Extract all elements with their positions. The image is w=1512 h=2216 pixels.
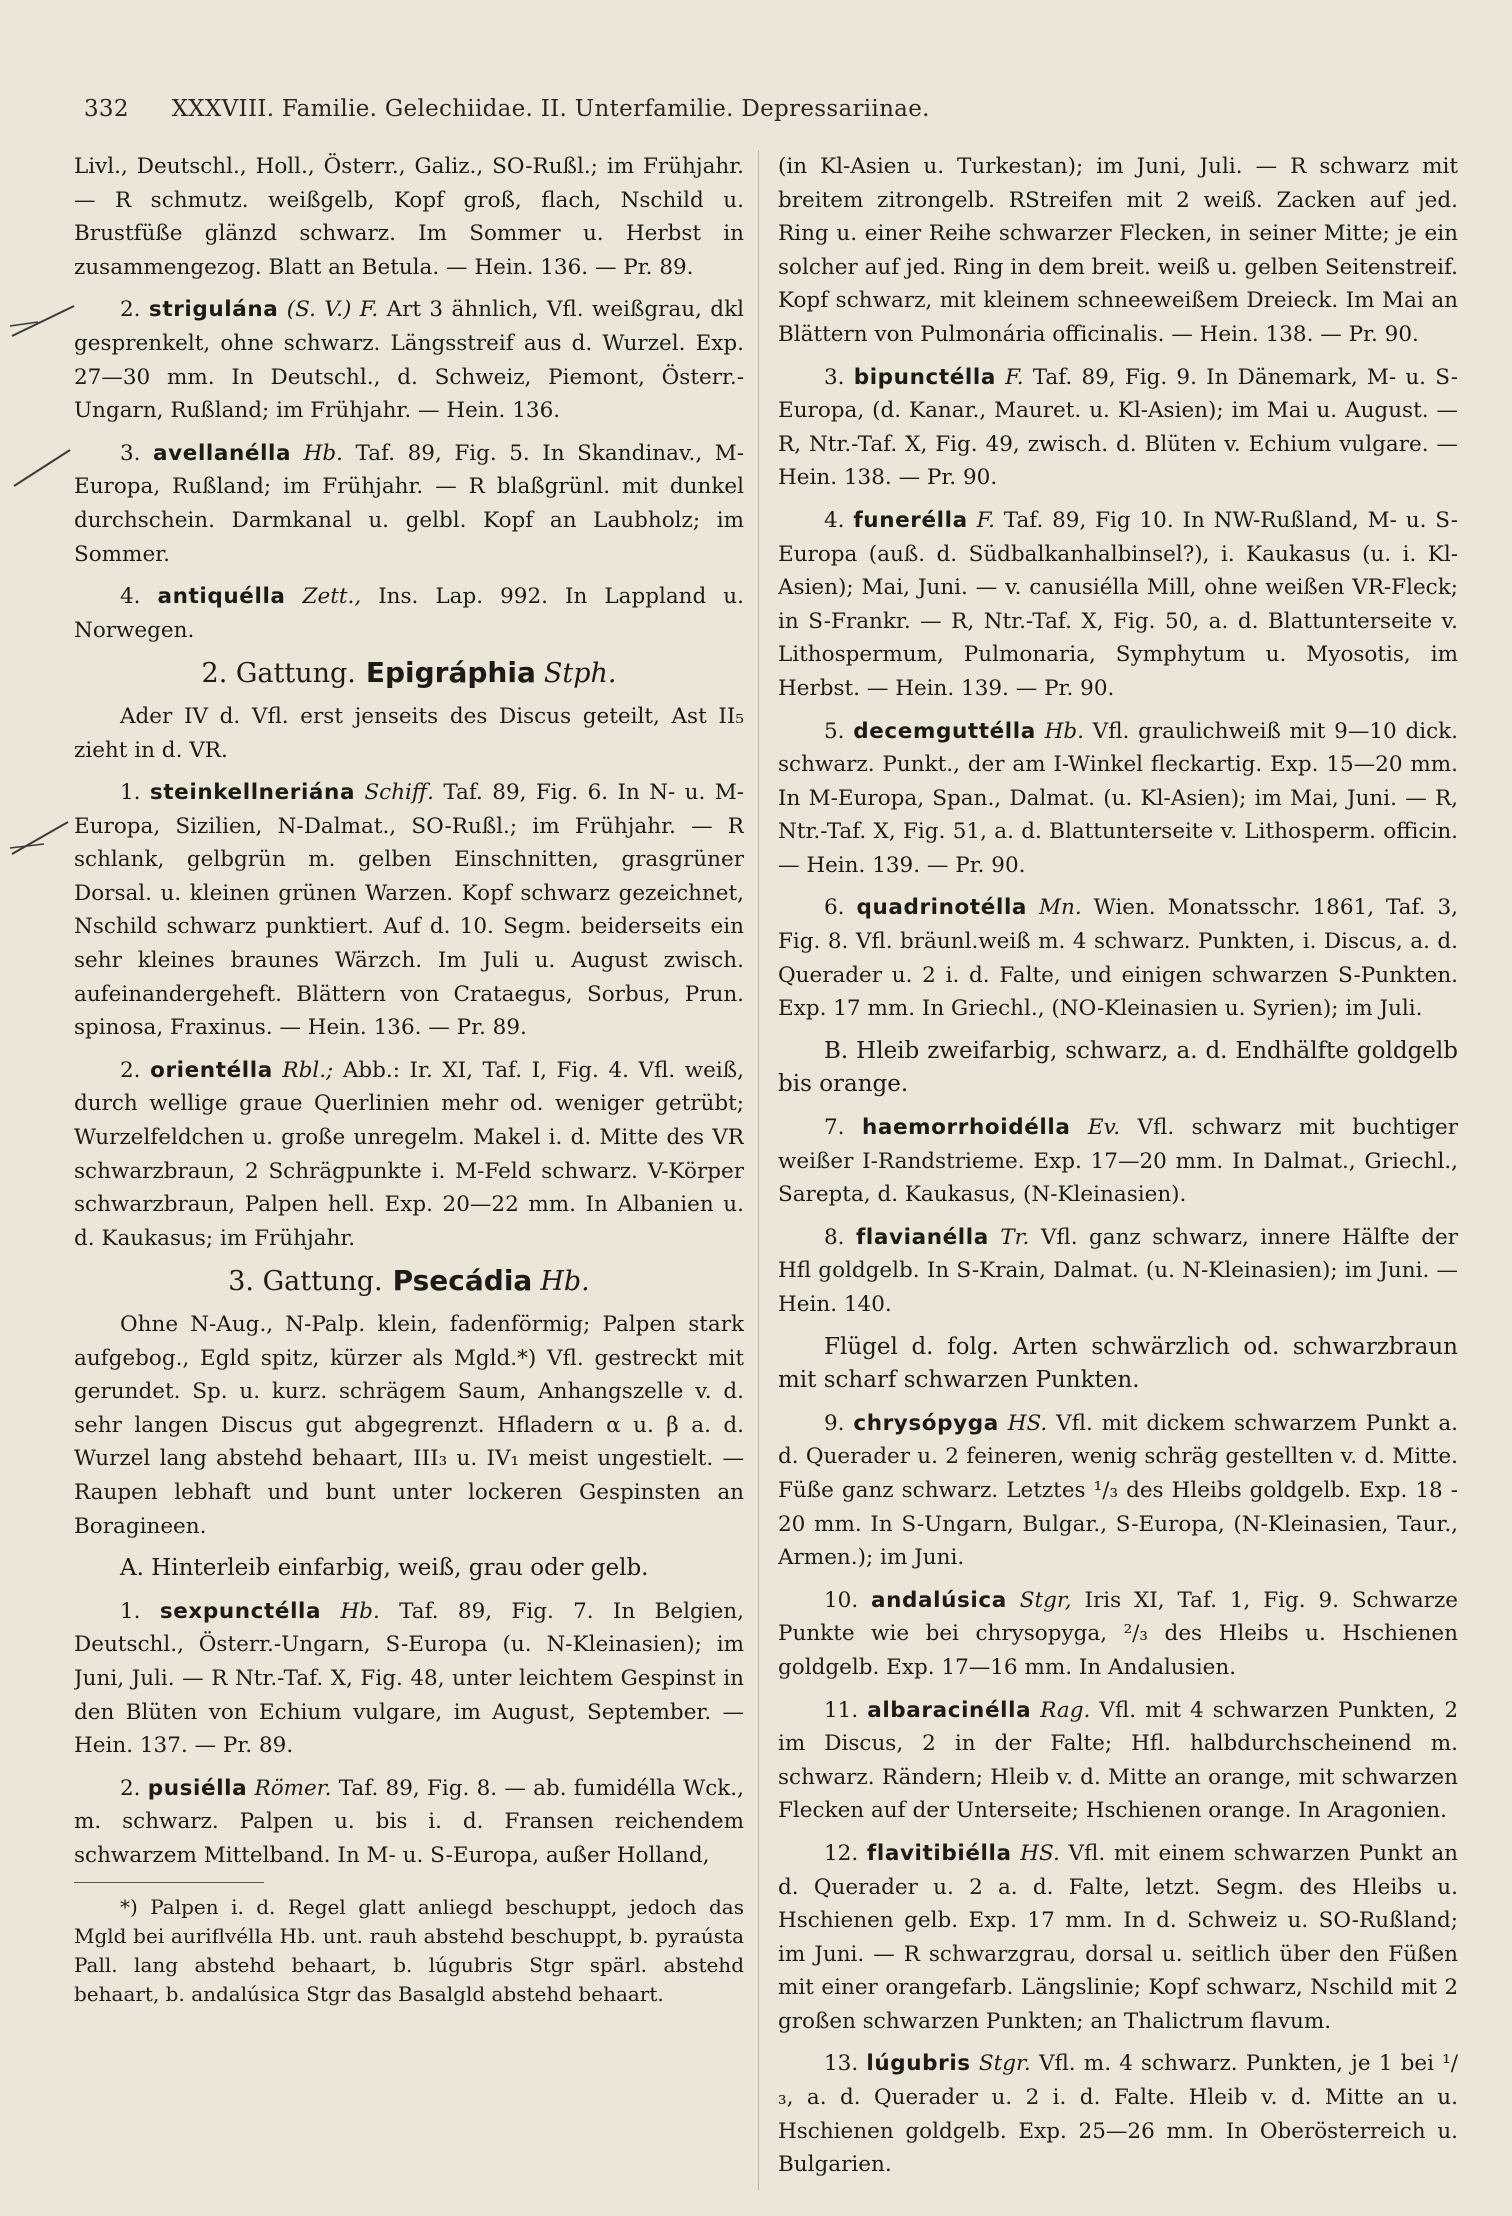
species-name: lúgubris bbox=[866, 2051, 971, 2077]
species-entry bbox=[74, 1595, 744, 1763]
species-author: Stgr, bbox=[1019, 1587, 1072, 1613]
genus-label: 2. Gattung. bbox=[201, 658, 356, 690]
species-author: Mn. bbox=[1038, 895, 1082, 921]
species-name: bipunctélla bbox=[853, 364, 996, 390]
species-entry bbox=[778, 715, 1458, 883]
species-name: avellanélla bbox=[153, 440, 292, 466]
species-description: Art 3 ähnlich, Vfl. weißgrau, dkl gesprenkelt, ohne schwarz. Längsstreif aus d. Wurzel. Exp. 27—30 mm. In Deutschl., d. Schweiz, Piemont, Österr.-Ungarn, Rußland; im Frühjahr. — Hein. 136. bbox=[74, 297, 744, 424]
pencil-mark-icon bbox=[8, 300, 78, 340]
species-number: 3. bbox=[824, 364, 854, 390]
species-description: Taf. 89, Fig 10. In NW-Rußland, M- u. S-Europa (auß. d. Südbalkanhalbinsel?), i. Kaukasus (u. i. Kl-Asien); Mai, Juni. — v. canusiélla Mill, ohne weißen VR-Fleck; in S-Frankr. — R, Ntr.-Taf. X, Fig. 50, a. d. Blattunterseite v. Lithospermum, Pulmonaria, Symphytum u. Myosotis, im Herbst. — Hein. 139. — Pr. 90. bbox=[778, 507, 1458, 701]
species-name: antiquélla bbox=[157, 584, 286, 610]
species-author: Ev. bbox=[1087, 1115, 1121, 1141]
species-entry bbox=[778, 2047, 1458, 2181]
species-entry bbox=[778, 1407, 1458, 1575]
species-number: 2. bbox=[120, 1775, 148, 1801]
species-name: sexpunctélla bbox=[159, 1598, 322, 1624]
species-entry bbox=[74, 437, 744, 571]
species-name: strigulána bbox=[148, 297, 279, 323]
species-entry bbox=[74, 776, 744, 1045]
species-name: albaracinélla bbox=[867, 1697, 1032, 1723]
species-author: Rbl.; bbox=[282, 1057, 334, 1083]
species-number: 9. bbox=[824, 1410, 854, 1436]
species-author: Hb. bbox=[1044, 718, 1084, 744]
subsection-heading: A. Hinterleib einfarbig, weiß, grau oder gelb. bbox=[120, 1555, 649, 1582]
species-description: Iris XI, Taf. 1, Fig. 9. Schwarze Punkte wie bei chrysopyga, ²/₃ des Hleibs u. Hschienen goldgelb. Exp. 17—16 mm. In Andalusien. bbox=[778, 1587, 1458, 1680]
species-number: 2. bbox=[120, 1057, 151, 1083]
species-author: Tr. bbox=[1000, 1224, 1030, 1250]
species-number: 4. bbox=[824, 507, 854, 533]
species-description: Taf. 89, Fig. 7. In Belgien, Deutschl., Österr.-Ungarn, S-Europa (u. N-Kleinasien); im Juni, Juli. — R Ntr.-Taf. X, Fig. 48, unter leichtem Gespinst in den Blüten von Echium vulgare, im August, September. — Hein. 137. — Pr. 89. bbox=[74, 1598, 744, 1759]
species-description: Ins. Lap. 992. In Lappland u. Norwegen. bbox=[74, 584, 744, 643]
continued-text: Livl., Deutschl., Holl., Österr., Galiz., SO-Rußl.; im Frühjahr. — R schmutz. weißgelb, Kopf groß, flach, Nschild u. Brustfüße glänzd schwarz. Im Sommer u. Herbst in zusammengezog. Blatt an Betula. — Hein. 136. — Pr. 89. bbox=[74, 154, 744, 280]
species-number: 1. bbox=[120, 1598, 160, 1624]
species-entry bbox=[778, 1221, 1458, 1322]
species-author: HS. bbox=[1007, 1410, 1048, 1436]
species-number: 1. bbox=[120, 780, 150, 806]
species-name: haemorrhoidélla bbox=[861, 1115, 1071, 1141]
genus-label: 3. Gattung. bbox=[228, 1266, 383, 1298]
species-number: 8. bbox=[824, 1224, 856, 1250]
species-name: quadrinotélla bbox=[856, 895, 1028, 921]
species-name: andalúsica bbox=[871, 1587, 1007, 1613]
species-name: flavitibiélla bbox=[866, 1840, 1012, 1866]
species-name: orientélla bbox=[150, 1057, 273, 1083]
species-author: Rag. bbox=[1040, 1697, 1091, 1723]
species-description: Taf. 89, Fig. 8. — ab. fumidélla Wck., m. schwarz. Palpen u. bis i. d. Fransen reichendem schwarzem Mittelband. In M- u. S-Europa, außer Holland, bbox=[74, 1775, 744, 1868]
species-entry bbox=[778, 361, 1458, 495]
species-author: F. bbox=[976, 507, 995, 533]
left-column bbox=[74, 150, 744, 2210]
footnote-rule bbox=[74, 1882, 264, 1883]
genus-author: Hb. bbox=[540, 1266, 590, 1298]
species-entry bbox=[74, 1772, 744, 1873]
genus-author: Stph. bbox=[543, 658, 617, 690]
species-name: chrysópyga bbox=[853, 1410, 999, 1436]
genus-description: Ader IV d. Vfl. erst jenseits des Discus geteilt, Ast II₅ zieht in d. VR. bbox=[74, 703, 744, 763]
page-number: 332 bbox=[84, 96, 129, 122]
species-number: 4. bbox=[120, 584, 158, 610]
species-description: Vfl. graulichweiß mit 9—10 dick. schwarz. Punkt., der am I-Winkel fleckartig. Exp. 15—20 mm. In M-Europa, Span., Dalmat. (u. Kl-Asien); im Mai, Juni. — R, Ntr.-Taf. X, Fig. 51, a. d. Blattunterseite v. Lithosperm. officin. — Hein. 139. — Pr. 90. bbox=[778, 718, 1458, 878]
running-header bbox=[84, 96, 1164, 122]
pencil-mark-icon bbox=[10, 448, 80, 488]
species-number: 10. bbox=[824, 1587, 872, 1613]
genus-name: Epigráphia bbox=[365, 656, 536, 690]
species-entry bbox=[778, 891, 1458, 1025]
continued-text: (in Kl-Asien u. Turkestan); im Juni, Juli. — R schwarz mit breitem zitrongelb. RStreifen mit 2 weiß. Zacken auf jed. Ring u. einer Reihe schwarzer Flecken, in seiner Mitte; je ein solcher auf jed. Ring in dem breit. weiß u. gelben Seitenstreif. Kopf schwarz, mit kleinem schneeweißem Dreieck. Im Mai an Blättern von Pulmonária officinalis. — Hein. 138. — Pr. 90. bbox=[778, 154, 1458, 347]
species-number: 6. bbox=[824, 895, 857, 921]
species-number: 3. bbox=[120, 440, 154, 466]
species-name: flavianélla bbox=[855, 1224, 989, 1250]
species-author: Zett., bbox=[302, 584, 362, 610]
pencil-mark-icon bbox=[8, 818, 78, 858]
species-name: funerélla bbox=[853, 507, 968, 533]
species-entry bbox=[778, 1837, 1458, 2039]
species-number: 12. bbox=[824, 1840, 867, 1866]
subsection-heading: Flügel d. folg. Arten schwärzlich od. schwarzbraun mit scharf schwarzen Punkten. bbox=[778, 1333, 1458, 1394]
species-number: 7. bbox=[824, 1115, 862, 1141]
species-description: Abb.: Ir. XI, Taf. I, Fig. 4. Vfl. weiß, durch wellige graue Querlinien mehr od. weniger getrübt; Wurzelfeldchen u. große unregelm. Makel i. d. Mitte des VR schwarzbraun, 2 Schrägpunkte i. M-Feld schwarz. V-Körper schwarzbraun, Palpen hell. Exp. 20—22 mm. In Albanien u. d. Kaukasus; im Frühjahr. bbox=[74, 1057, 744, 1251]
species-entry bbox=[778, 1584, 1458, 1685]
species-description: Taf. 89, Fig. 6. In N- u. M-Europa, Sizilien, N-Dalmat., SO-Rußl.; im Frühjahr. — R schlank, gelbgrün m. gelben Einschnitten, grasgrüner Dorsal. u. kleinen grünen Warzen. Kopf schwarz gezeichnet, Nschild schwarz punktiert. Auf d. 10. Segm. beiderseits ein sehr kleines braunes Wärzch. Im Juli u. August zwisch. aufeinandergeheft. Blättern von Crataegus, Sorbus, Prun. spinosa, Fraxinus. — Hein. 136. — Pr. 89. bbox=[74, 780, 744, 1041]
species-description: Vfl. schwarz mit buchtiger weißer I-Randstrieme. Exp. 17—20 mm. In Dalmat., Griechl., Sarepta, d. Kaukasus, (N-Kleinasien). bbox=[778, 1115, 1458, 1208]
species-author: Römer. bbox=[254, 1775, 332, 1801]
species-author: (S. V.) F. bbox=[286, 297, 379, 323]
species-description: Vfl. mit dickem schwarzem Punkt a. d. Querader u. 2 feineren, wenig schräg gestellten v. d. Mitte. Füße ganz schwarz. Letztes ¹/₃ des Hleibs goldgelb. Exp. 18 - 20 mm. In S-Ungarn, Bulgar., S-Europa, (N-Kleinasien, Taur., Armen.); im Juni. bbox=[778, 1410, 1458, 1571]
genus-heading bbox=[74, 1264, 744, 1299]
subsection-heading: B. Hleib zweifarbig, schwarz, a. d. Endhälfte goldgelb bis orange. bbox=[778, 1037, 1458, 1098]
species-author: Stgr. bbox=[978, 2051, 1031, 2077]
header-title: XXXVIII. Familie. Gelechiidae. II. Unterfamilie. Depressariinae. bbox=[171, 96, 930, 122]
species-author: Hb. bbox=[303, 440, 344, 466]
species-name: pusiélla bbox=[147, 1775, 248, 1801]
species-author: F. bbox=[1005, 364, 1024, 390]
species-author: Hb. bbox=[340, 1598, 380, 1624]
species-description: Vfl. ganz schwarz, innere Hälfte der Hfl goldgelb. In S-Krain, Dalmat. (u. N-Kleinasien); im Juni. — Hein. 140. bbox=[778, 1224, 1458, 1317]
right-column bbox=[778, 150, 1458, 2210]
species-number: 5. bbox=[824, 718, 854, 744]
genus-heading bbox=[74, 656, 744, 691]
species-description: Vfl. mit einem schwarzen Punkt an d. Querader u. 2 a. d. Falte, letzt. Segm. des Hleibs u. Hschienen gelb. Exp. 17 mm. In d. Schweiz u. SO-Rußland; im Juni. — R schwarzgrau, dorsal u. seitlich über den Füßen mit einer orangefarb. Längslinie; Kopf schwarz, Nschild mit 2 großen schwarzen Punkten; an Thalictrum flavum. bbox=[778, 1840, 1458, 2034]
genus-description: Ohne N-Aug., N-Palp. klein, fadenförmig; Palpen stark aufgebog., Egld spitz, kürzer als Mgld.*) Vfl. gestreckt mit gerundet. Sp. u. kurz. schrägem Saum, Anhangszelle v. d. sehr langen Discus gut abgegrenzt. Hfladern α u. β a. d. Wurzel lang abstehd behaart, III₃ u. IV₁ meist ungestielt. — Raupen lebhaft und bunt unter lockeren Gespinsten an Boragineen. bbox=[74, 1312, 744, 1539]
species-name: steinkellneriána bbox=[149, 780, 356, 806]
species-entry bbox=[74, 293, 744, 427]
species-entry bbox=[74, 1054, 744, 1256]
species-entry bbox=[778, 1111, 1458, 1212]
species-entry bbox=[74, 580, 744, 647]
genus-name: Psecádia bbox=[392, 1264, 533, 1298]
species-description: Wien. Monatsschr. 1861, Taf. 3, Fig. 8. Vfl. bräunl.weiß m. 4 schwarz. Punkten, i. Discus, a. d. Querader u. 2 i. d. Falte, und einigen schwarzen S-Punkten. Exp. 17 mm. In Griechl., (NO-Kleinasien u. Syrien); im Juli. bbox=[778, 895, 1458, 1022]
species-number: 2. bbox=[120, 297, 149, 323]
species-description: Vfl. mit 4 schwarzen Punkten, 2 im Discus, 2 in der Falte; Hfl. halbdurchscheinend m. schwarz. Rändern; Hleib v. d. Mitte an orange, mit schwarzen Flecken auf der Unterseite; Hschienen orange. In Aragonien. bbox=[778, 1697, 1458, 1824]
species-author: HS. bbox=[1020, 1840, 1060, 1866]
species-entry bbox=[778, 1694, 1458, 1828]
column-divider bbox=[758, 150, 759, 2190]
species-description: Taf. 89, Fig. 5. In Skandinav., M-Europa, Rußland; im Frühjahr. — R blaßgrünl. mit dunkel durchschein. Darmkanal u. gelbl. Kopf an Laubholz; im Sommer. bbox=[74, 440, 744, 567]
species-entry bbox=[778, 504, 1458, 706]
species-name: decemguttélla bbox=[853, 718, 1036, 744]
species-description: Vfl. m. 4 schwarz. Punkten, je 1 bei ¹/₃, a. d. Querader u. 2 i. d. Falte. Hleib v. d. Mitte an u. Hschienen goldgelb. Exp. 25—26 mm. In Oberösterreich u. Bulgarien. bbox=[778, 2051, 1458, 2178]
species-description: Taf. 89, Fig. 9. In Dänemark, M- u. S-Europa, (d. Kanar., Mauret. u. Kl-Asien); im Mai u. August. — R, Ntr.-Taf. X, Fig. 49, zwisch. d. Blüten v. Echium vulgare. — Hein. 138. — Pr. 90. bbox=[778, 364, 1458, 491]
species-number: 11. bbox=[824, 1697, 868, 1723]
species-number: 13. bbox=[824, 2051, 867, 2077]
footnote: *) Palpen i. d. Regel glatt anliegd beschuppt, jedoch das Mgld bei auriflvélla Hb. unt. rauh abstehd beschuppt, b. pyraústa Pall. lang abstehd behaart, b. lúgubris Stgr spärl. abstehd behaart, b. andalúsica Stgr das Basalgld abstehd behaart. bbox=[74, 1894, 744, 2006]
species-author: Schiff. bbox=[364, 780, 434, 806]
